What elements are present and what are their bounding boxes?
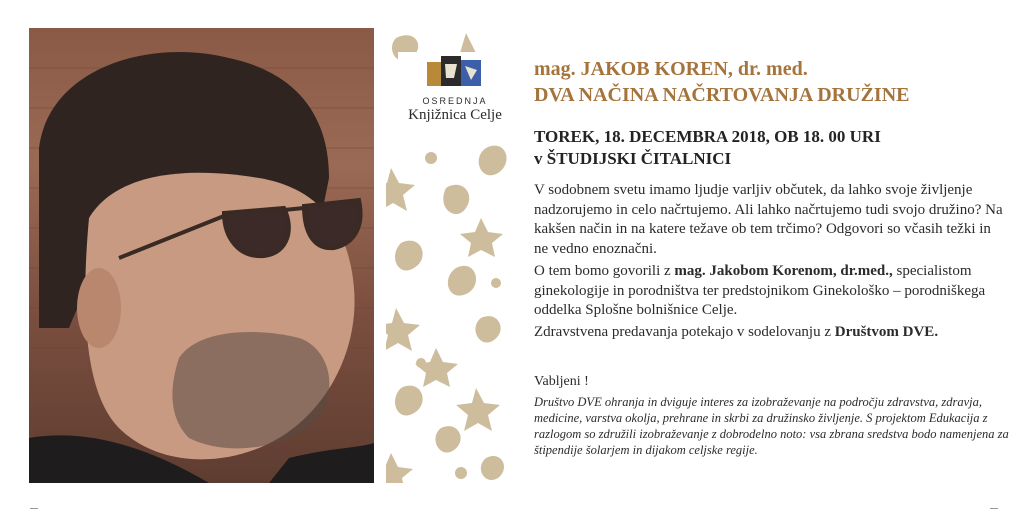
speaker-paragraph-suffix: specialistom ginekologije in porodništva ter predstojnikom Ginekološko – porodniškega oddelka Splošne bolnišnice Celje. — [534, 263, 986, 318]
speaker-paragraph — [534, 262, 1004, 321]
crop-mark — [990, 508, 998, 509]
intro-paragraph: V sodobnem svetu imamo ljudje varljiv občutek, da lahko svoje življenje nadzorujemo in celo načrtujemo. Ali lahko načrtujemo tudi svojo družino? Na kakšen način in na katere težave ob tem trčimo? Odgovori so včasih težki in ne vedno enoznačni. — [534, 182, 1003, 257]
event-header — [534, 56, 1004, 108]
logo-line-2: Knjižnica Celje — [408, 107, 502, 123]
invitation: Vabljeni ! — [534, 374, 589, 389]
crop-mark — [30, 508, 38, 509]
speaker-name: mag. JAKOB KOREN, dr. med. — [534, 58, 808, 80]
partner-paragraph — [534, 323, 1004, 343]
partner-name: Društvom DVE. — [834, 324, 939, 340]
library-logo — [398, 52, 512, 138]
portrait-photo — [29, 28, 374, 483]
library-logo-icon — [427, 56, 483, 92]
speaker-paragraph-name: mag. Jakobom Korenom, dr.med., — [674, 263, 893, 279]
event-location: v ŠTUDIJSKI ČITALNICI — [534, 149, 732, 168]
partner-paragraph-prefix: Zdravstvena predavanja potekajo v sodelovanju z — [534, 324, 835, 340]
speaker-paragraph-prefix: O tem bomo govorili z — [534, 263, 675, 279]
event-title: DVA NAČINA NAČRTOVANJA DRUŽINE — [534, 84, 910, 106]
society-note: Društvo DVE ohranja in dviguje interes za izobraževanje na področju zdravstva, zdravja, medicine, varstva okolja, prehrane in skrbi za družinsko življenje. S projektom Edukacija z razlogom so združili izobraževanje z dobrodelno noto: vsa zbrana sredstva bodo namenjena za štipendije šolarjem in dijakom celjske regije. — [534, 395, 1009, 457]
logo-line-1: OSREDNJA — [422, 96, 488, 106]
event-date: TOREK, 18. DECEMBRA 2018, OB 18. 00 URI — [534, 127, 881, 146]
